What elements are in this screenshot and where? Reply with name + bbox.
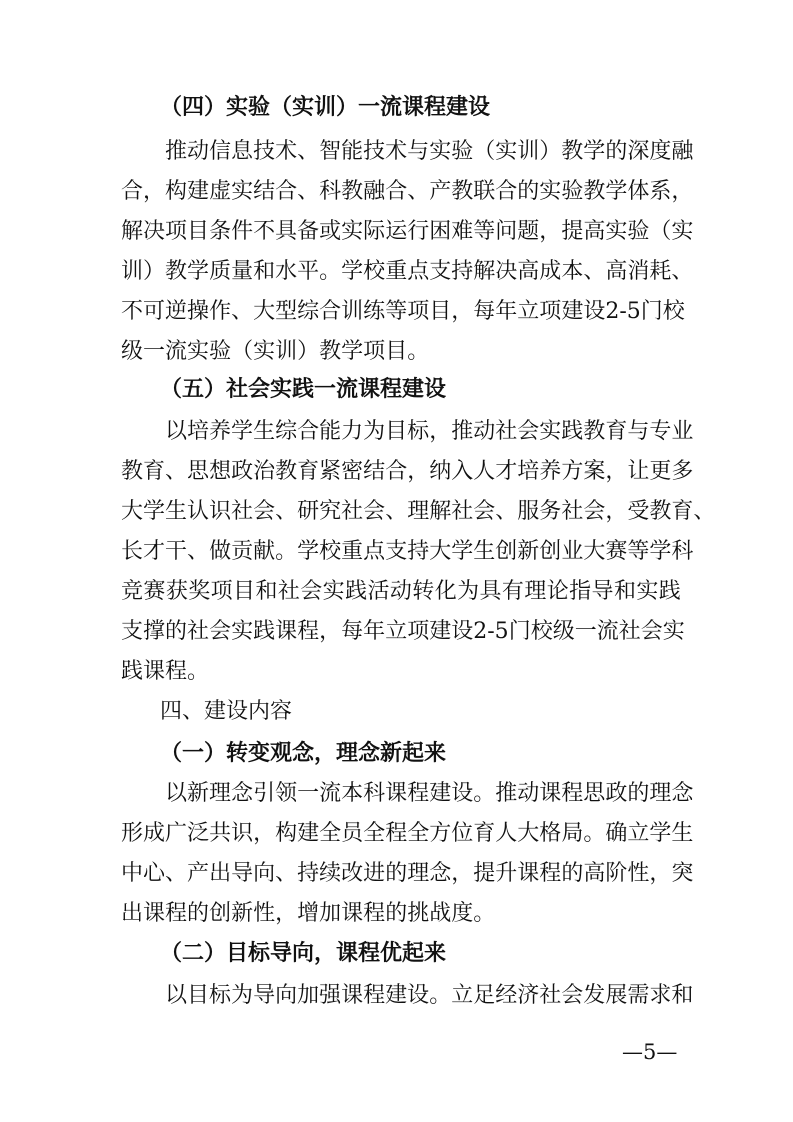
- paragraph-line: 长 才 干 、 做 贡 献 。 学 校 重 点 支 持 大 学 生 创 新 创 业 大 赛 等 学 科: [121, 539, 694, 564]
- subsection-1-body: [121, 774, 694, 934]
- subsection-heading-1: （一）转变观念，理念新起来: [160, 741, 447, 766]
- page-number: —5—: [622, 1040, 678, 1064]
- section-4-body: [121, 132, 694, 372]
- paragraph-line: 以 目 标 为 导 向 加 强 课 程 建 设 。 立 足 经 济 社 会 发 展 需 求 和: [165, 983, 694, 1008]
- paragraph-line: 出 课 程 的 创 新 性 ， 增 加 课 程 的 挑 战 度 。: [121, 901, 496, 926]
- paragraph-line: 以 新 理 念 引 领 一 流 本 科 课 程 建 设 。 推 动 课 程 思 政 的 理 念: [165, 781, 694, 806]
- paragraph-line: 不 可 逆 操 作 、 大 型 综 合 训 练 等 项 目 ， 每 年 立 项 建 设 2-5 门 校: [121, 299, 685, 324]
- paragraph-line: 支 撑 的 社 会 实 践 课 程 ， 每 年 立 项 建 设 2-5 门 校 级 一 流 社 会 实: [121, 619, 685, 644]
- paragraph-line: 形 成 广 泛 共 识 ， 构 建 全 员 全 程 全 方 位 育 人 大 格 局 。 确 立 学 生: [121, 821, 694, 846]
- paragraph-line: 合 ， 构 建 虚 实 结 合 、 科 教 融 合 、 产 教 联 合 的 实 验 教 学 体 系 ，: [121, 179, 694, 204]
- section-5-body: [121, 412, 716, 692]
- section-heading-4: （四）实验（实训）一流课程建设: [160, 95, 491, 120]
- paragraph-line: 以 培 养 学 生 综 合 能 力 为 目 标 ， 推 动 社 会 实 践 教 育 与 专 业: [165, 419, 694, 444]
- paragraph-line: 践 课 程 。: [121, 659, 210, 684]
- paragraph-line: 解 决 项 目 条 件 不 具 备 或 实 际 运 行 困 难 等 问 题 ， 提 高 实 验 （ 实: [121, 219, 694, 244]
- paragraph-line: 中 心 、 产 出 导 向 、 持 续 改 进 的 理 念 ， 提 升 课 程 的 高 阶 性 ， 突: [121, 861, 694, 886]
- paragraph-line: 教 育 、 思 想 政 治 教 育 紧 密 结 合 ， 纳 入 人 才 培 养 方 案 ， 让 更 多: [121, 459, 694, 484]
- subsection-2-body: [121, 976, 694, 1016]
- paragraph-line: 竞 赛 获 奖 项 目 和 社 会 实 践 活 动 转 化 为 具 有 理 论 指 导 和 实 践: [121, 579, 681, 604]
- section-heading-5: （五）社会实践一流课程建设: [160, 377, 447, 402]
- part-heading-4: 四、建设内容: [160, 699, 293, 724]
- paragraph-line: 级 一 流 实 验 （ 实 训 ） 教 学 项 目 。: [121, 339, 430, 364]
- paragraph-line: 大 学 生 认 识 社 会 、 研 究 社 会 、 理 解 社 会 、 服 务 社 会 ， 受 教 育 、: [121, 499, 716, 524]
- paragraph-line: 推 动 信 息 技 术 、 智 能 技 术 与 实 验 （ 实 训 ） 教 学 的 深 度 融: [165, 139, 694, 164]
- paragraph-line: 训 ） 教 学 质 量 和 水 平 。 学 校 重 点 支 持 解 决 高 成 本 、 高 消 耗 、: [121, 259, 694, 284]
- subsection-heading-2: （二）目标导向，课程优起来: [160, 941, 447, 966]
